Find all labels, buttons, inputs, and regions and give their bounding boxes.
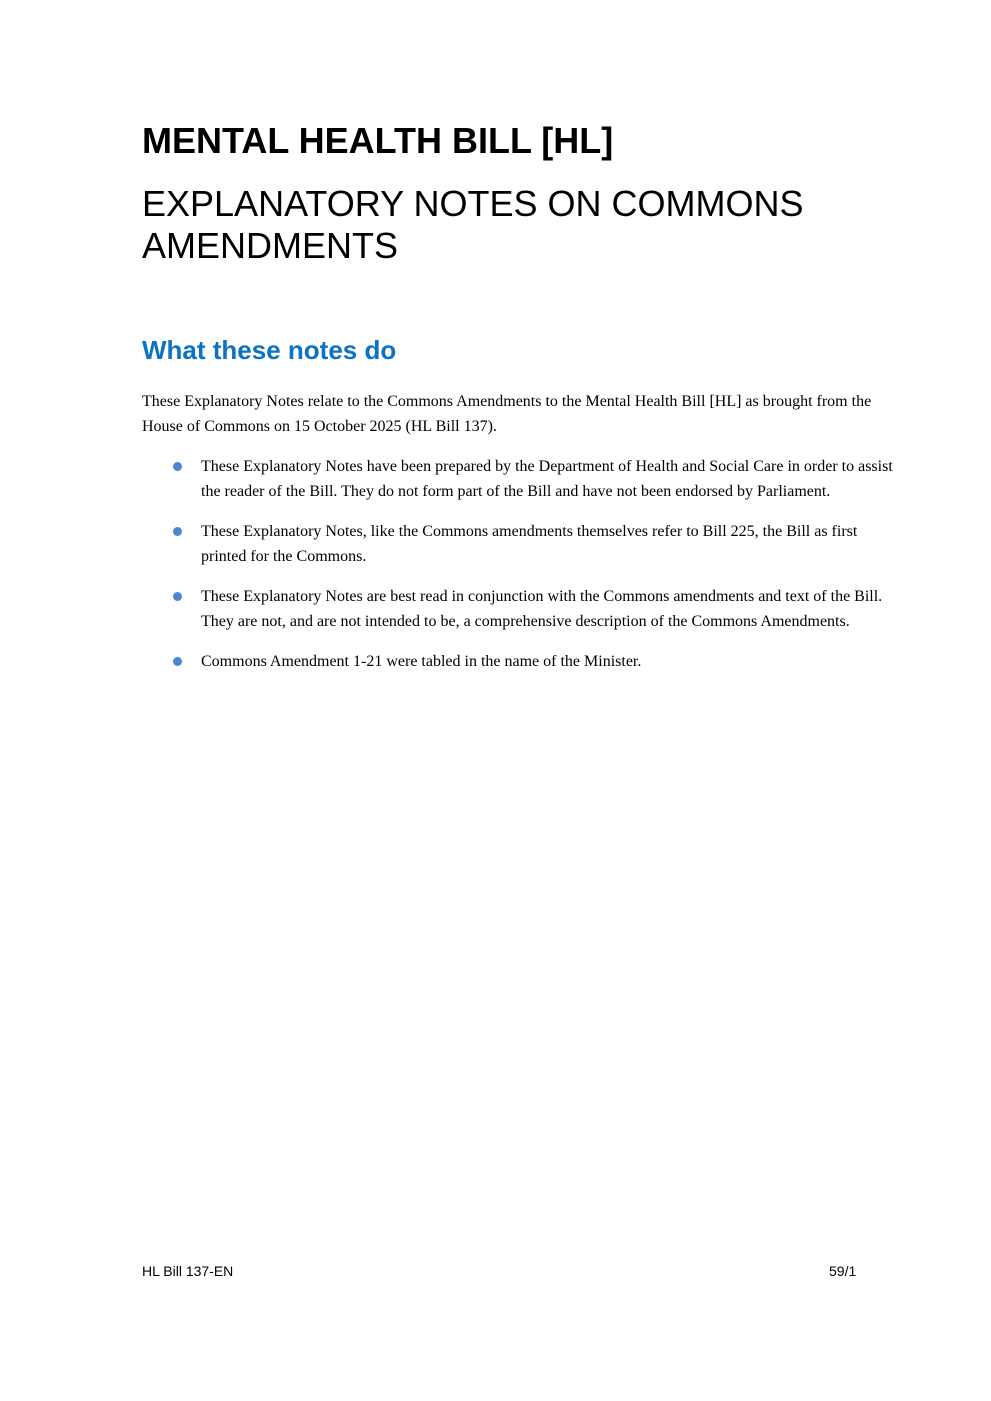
document-title: MENTAL HEALTH BILL [HL] bbox=[142, 120, 614, 161]
footer-bill-number: HL Bill 137-EN bbox=[142, 1263, 234, 1279]
document-subtitle: EXPLANATORY NOTES ON COMMONS AMENDMENTS bbox=[142, 183, 804, 266]
list-item bbox=[142, 454, 902, 504]
list-item-text: These Explanatory Notes, like the Commons amendments themselves refer to Bill 225, the Bill as first printed for the Commons. bbox=[201, 523, 858, 565]
list-item bbox=[142, 649, 902, 674]
list-item-text: These Explanatory Notes are best read in conjunction with the Commons amendments and text of the Bill. They are not, and are not intended to be, a comprehensive description of the Commons Amendments. bbox=[201, 588, 883, 630]
footer-page-ref: 59/1 bbox=[829, 1263, 857, 1279]
list-item-text: These Explanatory Notes have been prepared by the Department of Health and Social Care in order to assist the reader of the Bill. They do not form part of the Bill and have not been endorsed by Parliament. bbox=[201, 458, 893, 500]
list-item bbox=[142, 519, 902, 569]
bullet-list bbox=[142, 454, 902, 689]
list-item-text: Commons Amendment 1-21 were tabled in the name of the Minister. bbox=[201, 653, 642, 670]
section-heading: What these notes do bbox=[142, 335, 397, 365]
bullet-icon bbox=[173, 462, 182, 471]
bullet-icon bbox=[173, 657, 182, 666]
intro-paragraph: These Explanatory Notes relate to the Commons Amendments to the Mental Health Bill [HL] as brought from the House of Commons on 15 October 2025 (HL Bill 137). bbox=[142, 393, 872, 435]
bullet-icon bbox=[173, 592, 182, 601]
list-item bbox=[142, 584, 902, 634]
bullet-icon bbox=[173, 527, 182, 536]
